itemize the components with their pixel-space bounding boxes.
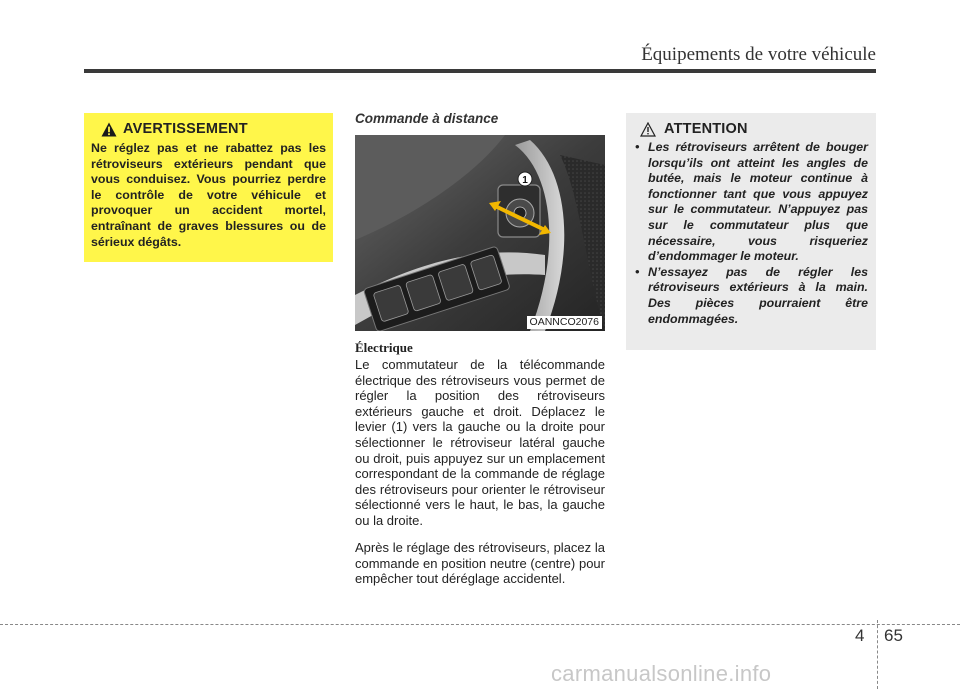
- footer-divider: [0, 624, 960, 625]
- caution-triangle-icon: [640, 122, 656, 137]
- body-paragraph-2: Après le réglage des rétroviseurs, placez la commande en position neutre (centre) pour empêcher tout déréglage accidentel.: [355, 540, 605, 587]
- attention-header: [640, 121, 868, 137]
- warning-text: Ne réglez pas et ne rabattez pas les rétroviseurs extérieurs pendant que vous conduisez. Vous pourriez perdre le contrôle de votre véhicule et provoquer un accident mortel, entraînant de graves blessures ou de sérieux dégâts.: [91, 141, 326, 249]
- photo-code-label: OANNCO2076: [527, 316, 602, 329]
- attention-box: [626, 113, 876, 350]
- attention-item: • N’essayez pas de régler les rétroviseurs extérieurs à la main. Des pièces pourraient être endommagées.: [635, 264, 868, 326]
- section-subtitle: Commande à distance: [355, 111, 499, 126]
- attention-title: ATTENTION: [664, 121, 748, 137]
- page-number: 65: [884, 626, 903, 645]
- warning-header: [101, 121, 326, 137]
- callout-number: 1: [522, 175, 528, 186]
- chapter-number: 4: [855, 626, 865, 645]
- warning-box: [84, 113, 333, 262]
- attention-list: [634, 140, 868, 327]
- section-heading: Électrique: [355, 340, 413, 355]
- attention-item: • Les rétroviseurs arrêtent de bouger lorsqu’ils ont atteint les angles de butée, mais le moteur continue à fonctionner tant que vous appuyez sur le commutateur. N’appuyez pas sur le commutateur plus que nécessaire, vous risqueriez d’endommager le moteur.: [635, 140, 868, 264]
- warning-triangle-icon: [101, 122, 117, 137]
- mirror-switch-photo: [355, 135, 605, 331]
- watermark: carmanualsonline.info: [551, 661, 772, 686]
- body-paragraph-1: Le commutateur de la télécommande électrique des rétroviseurs vous permet de régler la position des rétroviseurs extérieurs gauche et droit. Déplacez le levier (1) vers la gauche ou la droite pour sélectionner le rétroviseur latéral gauche ou droit, puis appuyez sur un emplacement correspondant de la commande de réglage des rétroviseurs pour orienter le rétroviseur sélectionné vers le haut, le bas, la gauche ou la droite.: [355, 357, 605, 528]
- footer-vertical-divider: [877, 620, 878, 689]
- door-panel-illustration: [355, 135, 605, 331]
- page-header-title: Équipements de votre véhicule: [641, 44, 876, 65]
- header-rule: [84, 69, 876, 73]
- warning-title: AVERTISSEMENT: [123, 121, 248, 137]
